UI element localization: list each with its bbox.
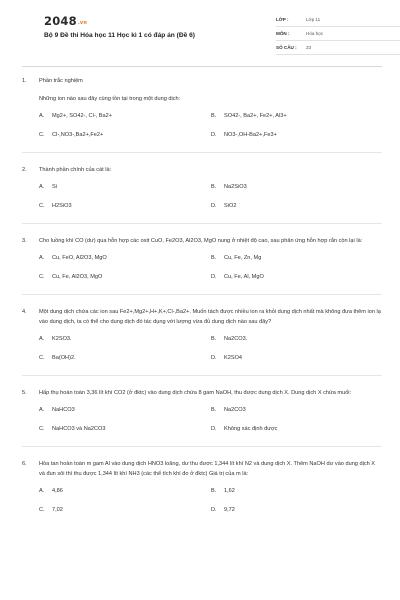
option-text: NaHCO3 và Na2CO3 — [52, 426, 106, 432]
question-divider — [22, 223, 382, 224]
meta-value: 23 — [306, 45, 312, 50]
option-text: Không xác định được — [224, 426, 278, 432]
question-3 — [22, 236, 382, 281]
option-c[interactable] — [39, 131, 211, 139]
question-4 — [22, 307, 382, 362]
option-text: 1,62 — [224, 488, 235, 494]
logo-text: 2048 — [44, 14, 77, 28]
question-6 — [22, 459, 382, 514]
option-text: SiO2 — [224, 203, 237, 209]
option-letter: B. — [211, 113, 217, 119]
answer-options — [22, 406, 382, 433]
option-b[interactable] — [211, 112, 383, 120]
option-d[interactable] — [211, 131, 383, 139]
option-letter: B. — [211, 407, 217, 413]
question-subtext: Những ion nào sau đây cùng tồn tại trong một dung dịch: — [39, 96, 181, 102]
option-b[interactable] — [211, 254, 383, 262]
option-letter: D. — [211, 132, 217, 138]
option-letter: D. — [211, 355, 217, 361]
question-divider — [22, 294, 382, 295]
meta-key: SỐ CÂU : — [276, 45, 297, 50]
question-1 — [22, 76, 382, 139]
option-a[interactable] — [39, 112, 211, 120]
question-5 — [22, 388, 382, 433]
question-text: Phần trắc nghiệm — [39, 78, 83, 84]
answer-options — [22, 335, 382, 362]
option-text: Cl-,NO3-,Ba2+,Fe2+ — [52, 132, 104, 138]
option-c[interactable] — [39, 202, 211, 210]
option-c[interactable] — [39, 273, 211, 281]
question-divider — [22, 375, 382, 376]
option-b[interactable] — [211, 335, 383, 343]
option-c[interactable] — [39, 354, 211, 362]
option-letter: D. — [211, 507, 217, 513]
option-text: SO42-, Ba2+, Fe2+, Al3+ — [224, 113, 287, 119]
option-letter: D. — [211, 274, 217, 280]
question-text: Hấp thụ hoàn toàn 3,36 lít khí CO2 (ở đktc) vào dung dịch chứa 8 gam NaOH, thu được dung dịch X. Dung dịch X chứa muối: — [39, 390, 352, 396]
option-text: 4,86 — [52, 488, 63, 494]
option-letter: B. — [211, 184, 217, 190]
option-text: NaHCO3 — [52, 407, 75, 413]
option-b[interactable] — [211, 406, 383, 414]
option-a[interactable] — [39, 406, 211, 414]
option-letter: D. — [211, 426, 217, 432]
meta-row-class — [276, 13, 400, 27]
question-number: 1. — [22, 78, 27, 84]
option-a[interactable] — [39, 487, 211, 495]
option-text: Na2CO3. — [224, 336, 248, 342]
option-text: Mg2+, SO42-, Cl-, Ba2+ — [52, 113, 113, 119]
option-text: Cu, Fe, Al, MgO — [224, 274, 264, 280]
question-text: Thành phần chính của cát là: — [39, 167, 112, 173]
option-letter: B. — [211, 255, 217, 261]
option-text: Ba(OH)2. — [52, 355, 76, 361]
option-text: H2SiO3 — [52, 203, 72, 209]
option-b[interactable] — [211, 183, 383, 191]
option-letter: A. — [39, 407, 45, 413]
option-letter: C. — [39, 426, 45, 432]
page-title: Bộ 9 Đề thi Hóa học 11 Học kì 1 có đáp án (Đề 6) — [44, 32, 195, 39]
option-text: 7,02 — [52, 507, 63, 513]
option-d[interactable] — [211, 202, 383, 210]
question-number: 3. — [22, 238, 27, 244]
option-text: Cu, Fe, Al2O3, MgO — [52, 274, 103, 280]
option-text: K2SO3. — [52, 336, 72, 342]
option-text: Cu, FeO, Al2O3, MgO — [52, 255, 107, 261]
option-letter: C. — [39, 274, 45, 280]
question-number: 5. — [22, 390, 27, 396]
option-letter: C. — [39, 203, 45, 209]
question-number: 6. — [22, 461, 27, 467]
option-a[interactable] — [39, 183, 211, 191]
option-d[interactable] — [211, 273, 383, 281]
meta-row-count — [276, 41, 400, 55]
option-letter: A. — [39, 184, 45, 190]
meta-key: LỚP : — [276, 17, 289, 22]
option-letter: A. — [39, 336, 45, 342]
option-text: Si — [52, 184, 57, 190]
question-text: Cho luồng khí CO (dư) qua hỗn hợp các oxit CuO, Fe2O3, Al2O3, MgO nung ở nhiệt độ cao, sau phản ứng hỗn hợp rắn còn lại là: — [39, 238, 363, 244]
option-text: Cu, Fe, Zn, Mg — [224, 255, 262, 261]
question-list — [22, 76, 382, 514]
question-number: 4. — [22, 309, 27, 315]
option-letter: D. — [211, 203, 217, 209]
option-c[interactable] — [39, 425, 211, 433]
option-c[interactable] — [39, 506, 211, 514]
question-2 — [22, 165, 382, 210]
option-letter: A. — [39, 255, 45, 261]
option-letter: C. — [39, 132, 45, 138]
site-logo[interactable] — [44, 14, 87, 28]
question-number: 2. — [22, 167, 27, 173]
option-d[interactable] — [211, 354, 383, 362]
page-header — [22, 0, 382, 62]
option-letter: A. — [39, 113, 45, 119]
exam-meta — [276, 13, 400, 55]
option-letter: C. — [39, 355, 45, 361]
question-divider — [22, 446, 382, 447]
meta-row-subject — [276, 27, 400, 41]
option-letter: C. — [39, 507, 45, 513]
meta-value: Hóa học — [306, 31, 324, 36]
question-text: Hòa tan hoàn toàn m gam Al vào dung dịch HNO3 loãng, dư thu được 1,344 lít khí N2 và dung dịch X. Thêm NaOH dư vào dung dịch X và đun sôi thì thu được 1,344 lít khí NH3 (các thể tích khí đo ở đktc) Giá trị của m là: — [39, 461, 376, 477]
option-d[interactable] — [211, 506, 383, 514]
logo-suffix: .vn — [77, 20, 88, 26]
header-divider — [22, 66, 382, 67]
option-b[interactable] — [211, 487, 383, 495]
option-text: 9,72 — [224, 507, 235, 513]
answer-options — [22, 183, 382, 210]
option-text: Na2SiO3 — [224, 184, 247, 190]
meta-value: Lớp 11 — [306, 17, 321, 22]
question-text: Một dung dịch chứa các ion sau Fe2+,Mg2+,H+,K+,Cl-,Ba2+. Muốn tách được nhiều ion ra khỏi dung dịch nhất mà không đưa thêm ion lạ vào dung dịch, ta có thể cho dung dịch đó tác dụng với lượng vừa đủ dung dịch nào sau đây? — [39, 309, 381, 325]
option-text: NO3-,OH-Ba2+,Fe3+ — [224, 132, 277, 138]
answer-options — [22, 487, 382, 514]
answer-options — [22, 112, 382, 139]
answer-options — [22, 254, 382, 281]
option-letter: B. — [211, 488, 217, 494]
option-letter: A. — [39, 488, 45, 494]
option-letter: B. — [211, 336, 217, 342]
option-a[interactable] — [39, 335, 211, 343]
option-d[interactable] — [211, 425, 383, 433]
option-text: Na2CO3 — [224, 407, 246, 413]
meta-key: MÔN : — [276, 31, 290, 36]
option-a[interactable] — [39, 254, 211, 262]
question-divider — [22, 152, 382, 153]
option-text: K2SO4 — [224, 355, 243, 361]
